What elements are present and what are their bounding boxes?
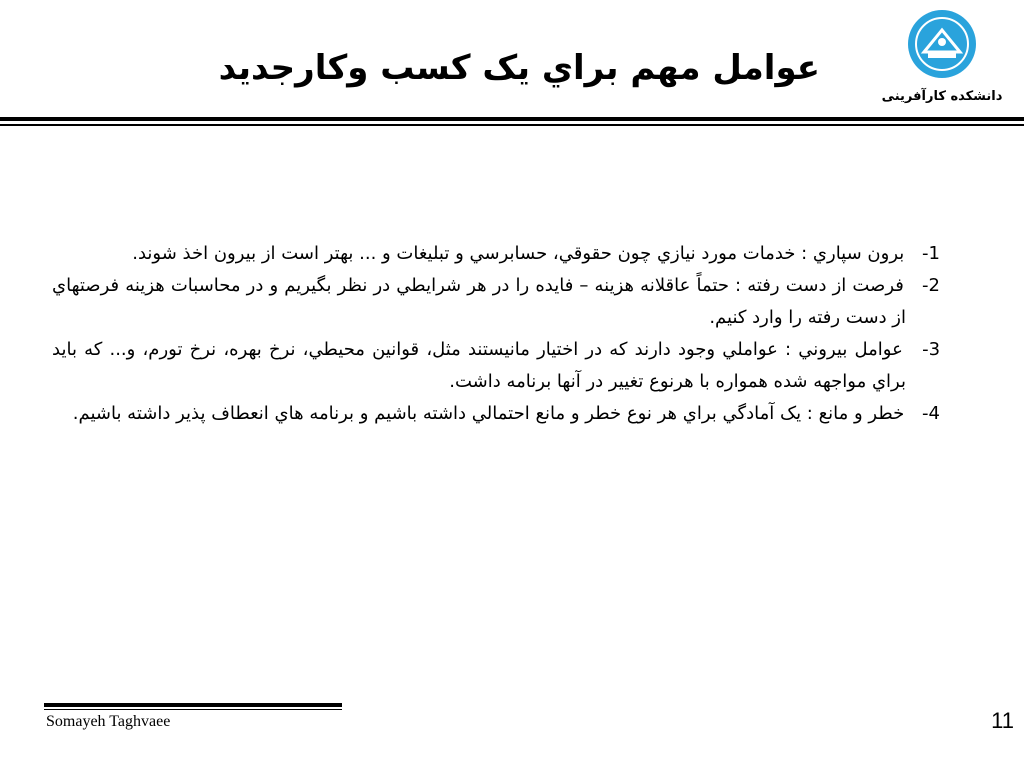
slide-title: عوامل مهم براي يک کسب وکارجديد bbox=[218, 48, 820, 88]
list-item bbox=[52, 238, 940, 270]
content-list bbox=[52, 238, 940, 430]
page-number: 11 bbox=[991, 708, 1014, 733]
logo-caption: دانشکده کارآفرینی bbox=[881, 89, 1003, 104]
university-logo bbox=[881, 6, 1003, 116]
footer-divider-thick bbox=[44, 703, 342, 707]
list-item bbox=[52, 334, 940, 398]
header-divider-thin bbox=[0, 124, 1024, 126]
item-number: 3- bbox=[922, 339, 941, 360]
item-text: خطر و مانع : يک آمادگي براي هر نوع خطر و مانع احتمالي داشته باشيم و برنامه هاي انعطاف پذير داشته باشيم. bbox=[72, 403, 905, 424]
list-item bbox=[52, 398, 940, 430]
item-text: عوامل بيروني : عواملي وجود دارند که در اختيار مانيستند مثل، قوانين محيطي، نرخ بهره، نرخ تورم، و... که بايد براي مواجهه شده همواره با هرنوع تغيير در آنها برنامه داشت. bbox=[52, 339, 906, 392]
item-number: 1- bbox=[922, 243, 940, 264]
header-divider-thick bbox=[0, 117, 1024, 121]
footer-divider-thin bbox=[44, 709, 342, 710]
footer-author: Somayeh Taghvaee bbox=[46, 713, 171, 730]
item-number: 2- bbox=[922, 275, 940, 296]
item-text: برون سپاري : خدمات مورد نيازي چون حقوقي، حسابرسي و تبليغات و ... بهتر است از بيرون اخذ شوند. bbox=[132, 243, 905, 264]
university-seal-icon bbox=[881, 6, 1003, 116]
list-item bbox=[52, 270, 940, 334]
item-number: 4- bbox=[922, 403, 940, 424]
item-text: فرصت از دست رفته : حتماً عاقلانه هزينه – فايده را در هر شرايطي در نظر بگيريم و در محاسبات هزينه فرصتهاي از دست رفته را وارد کنيم. bbox=[52, 275, 906, 328]
